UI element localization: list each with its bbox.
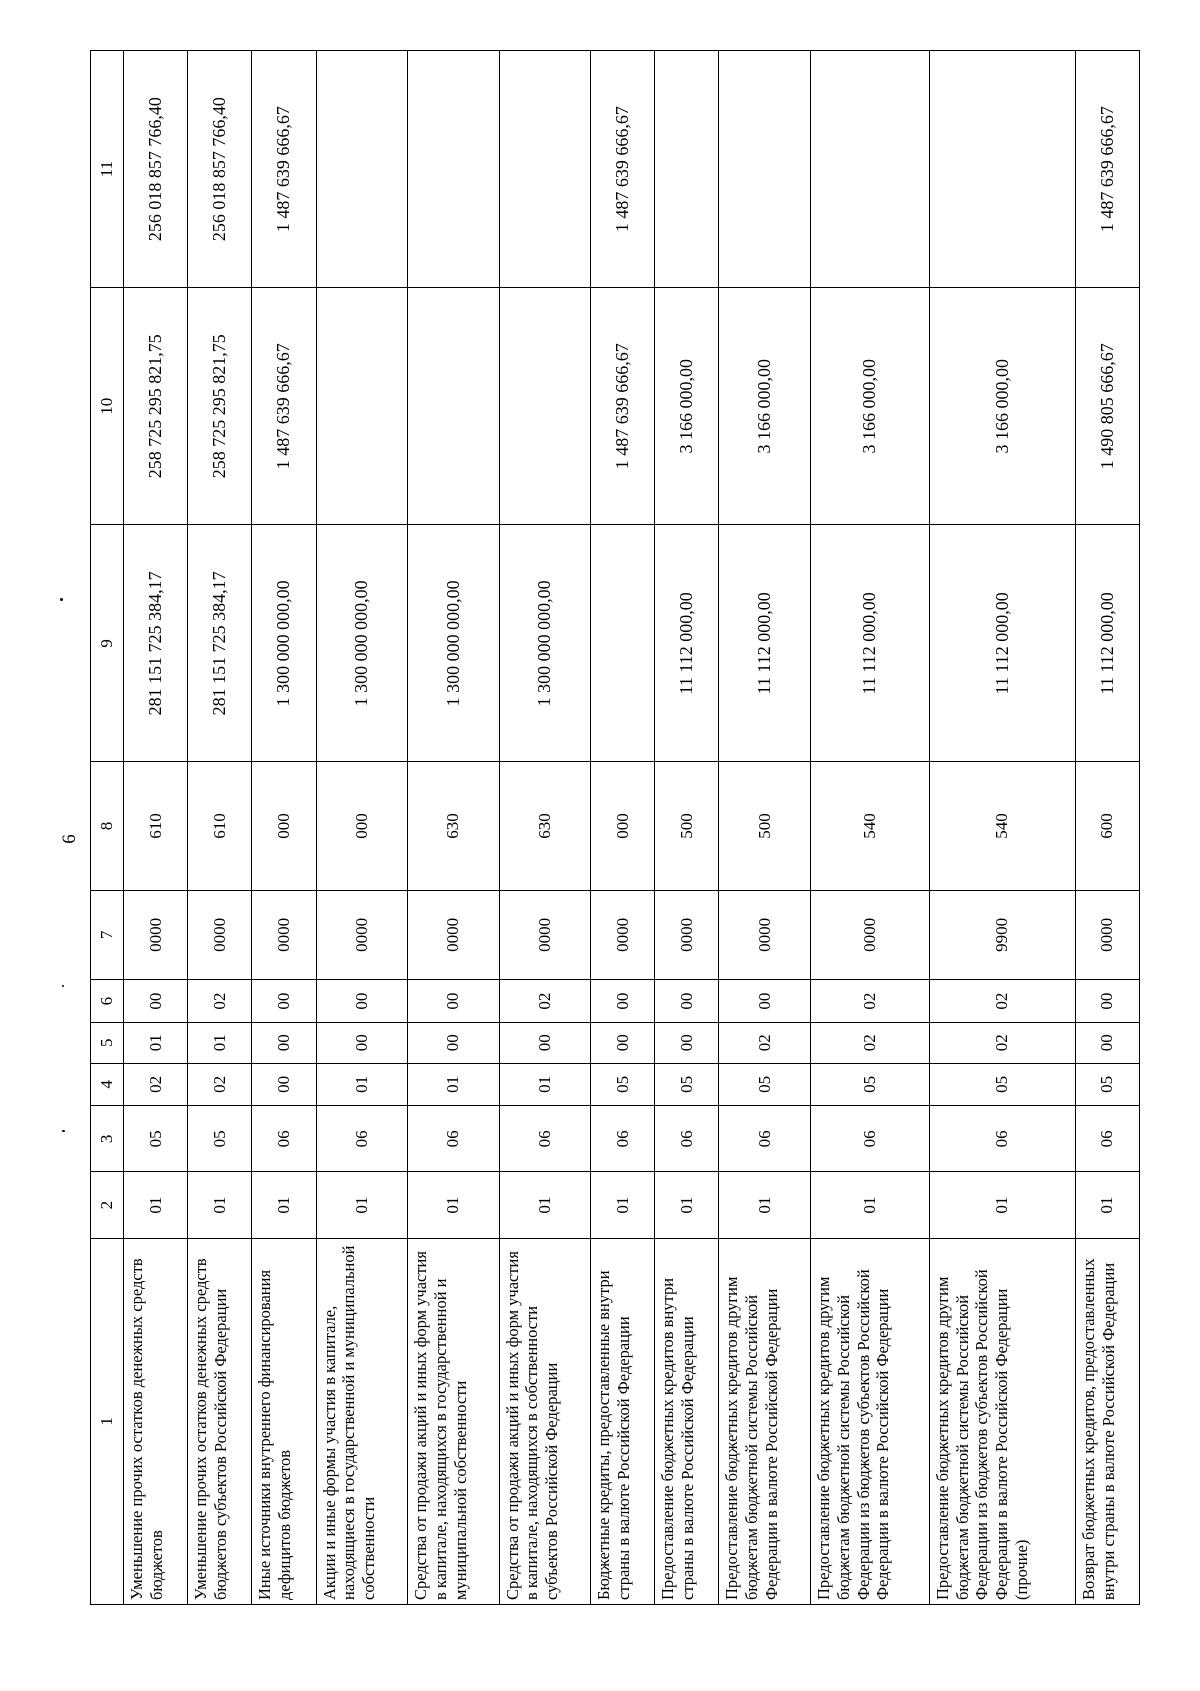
- code-cell: 02: [124, 1063, 188, 1106]
- code-cell: 02: [188, 1063, 252, 1106]
- code-cell: 06: [591, 1106, 655, 1172]
- row-name: Уменьшение прочих остатков денежных средств бюджетов субъектов Российской Федерации: [188, 1238, 252, 1604]
- code-cell: 9900: [929, 890, 1075, 980]
- row-name: Средства от продажи акций и иных форм участия в капитале, находящихся в государственной и муниципальной собственности: [408, 1238, 499, 1604]
- row-name: Уменьшение прочих остатков денежных средств бюджетов: [124, 1238, 188, 1604]
- code-cell: 01: [408, 1172, 499, 1238]
- code-cell: 01: [719, 1172, 810, 1238]
- amount-cell: 3 166 000,00: [929, 288, 1075, 525]
- code-cell: 01: [1075, 1172, 1139, 1238]
- row-name: Предоставление бюджетных кредитов другим бюджетам бюджетной системы Российской Федерации из бюджетов субъектов Российской Федерации в валюте Российской Федерации: [810, 1238, 929, 1604]
- col-header-9: 9: [91, 525, 124, 762]
- amount-cell: 281 151 725 384,17: [124, 525, 188, 762]
- amount-cell: 1 487 639 666,67: [1075, 51, 1139, 288]
- code-cell: 0000: [124, 890, 188, 980]
- code-cell: 02: [810, 980, 929, 1023]
- code-cell: 0000: [252, 890, 316, 980]
- amount-cell: 3 166 000,00: [655, 288, 719, 525]
- table-row: [252, 51, 316, 1605]
- code-cell: 00: [719, 980, 810, 1023]
- code-cell: 630: [499, 762, 590, 890]
- code-cell: 01: [591, 1172, 655, 1238]
- amount-cell: [408, 288, 499, 525]
- amount-cell: 11 112 000,00: [929, 525, 1075, 762]
- row-name: Акции и иные формы участия в капитале, находящиеся в государственной и муниципальной собственности: [316, 1238, 407, 1604]
- table-row: [1075, 51, 1139, 1605]
- amount-cell: 3 166 000,00: [810, 288, 929, 525]
- code-cell: 00: [252, 1063, 316, 1106]
- row-name: Иные источники внутреннего финансирования дефицитов бюджетов: [252, 1238, 316, 1604]
- code-cell: 00: [252, 1022, 316, 1063]
- code-cell: 02: [810, 1022, 929, 1063]
- col-header-11: 11: [91, 51, 124, 288]
- code-cell: 02: [188, 980, 252, 1023]
- code-cell: 05: [124, 1106, 188, 1172]
- code-cell: 01: [188, 1172, 252, 1238]
- code-cell: 610: [188, 762, 252, 890]
- amount-cell: [929, 51, 1075, 288]
- code-cell: 05: [810, 1063, 929, 1106]
- code-cell: 01: [810, 1172, 929, 1238]
- amount-cell: 1 490 805 666,67: [1075, 288, 1139, 525]
- scan-speck: [62, 1130, 65, 1132]
- code-cell: 0000: [188, 890, 252, 980]
- code-cell: 02: [499, 980, 590, 1023]
- amount-cell: [316, 51, 407, 288]
- code-cell: 600: [1075, 762, 1139, 890]
- code-cell: 00: [591, 1022, 655, 1063]
- code-cell: 02: [929, 1022, 1075, 1063]
- code-cell: 02: [929, 980, 1075, 1023]
- amount-cell: 11 112 000,00: [810, 525, 929, 762]
- code-cell: 00: [408, 980, 499, 1023]
- code-cell: 0000: [719, 890, 810, 980]
- table-row: [655, 51, 719, 1605]
- amount-cell: 1 487 639 666,67: [252, 288, 316, 525]
- code-cell: 0000: [316, 890, 407, 980]
- col-header-8: 8: [91, 762, 124, 890]
- code-cell: 000: [316, 762, 407, 890]
- code-cell: 06: [408, 1106, 499, 1172]
- code-cell: 05: [1075, 1063, 1139, 1106]
- code-cell: 0000: [499, 890, 590, 980]
- table-row: [929, 51, 1075, 1605]
- code-cell: 06: [929, 1106, 1075, 1172]
- amount-cell: 11 112 000,00: [655, 525, 719, 762]
- row-name: Средства от продажи акций и иных форм участия в капитале, находящихся в собственности субъектов Российской Федерации: [499, 1238, 590, 1604]
- code-cell: 500: [655, 762, 719, 890]
- table-row: [810, 51, 929, 1605]
- code-cell: 000: [591, 762, 655, 890]
- code-cell: 01: [124, 1172, 188, 1238]
- amount-cell: 256 018 857 766,40: [188, 51, 252, 288]
- code-cell: 00: [408, 1022, 499, 1063]
- rotated-table-wrapper: [90, 50, 1140, 1605]
- amount-cell: 256 018 857 766,40: [124, 51, 188, 288]
- code-cell: 01: [499, 1063, 590, 1106]
- code-cell: 540: [929, 762, 1075, 890]
- code-cell: 00: [252, 980, 316, 1023]
- code-cell: 01: [188, 1022, 252, 1063]
- table-row: [499, 51, 590, 1605]
- scan-speck: [62, 985, 64, 987]
- table-row: [719, 51, 810, 1605]
- code-cell: 01: [124, 1022, 188, 1063]
- col-header-7: 7: [91, 890, 124, 980]
- code-cell: 01: [929, 1172, 1075, 1238]
- row-name: Возврат бюджетных кредитов, предоставленных внутри страны в валюте Российской Федерации: [1075, 1238, 1139, 1604]
- table-row: [188, 51, 252, 1605]
- col-header-5: 5: [91, 1022, 124, 1063]
- code-cell: 540: [810, 762, 929, 890]
- code-cell: 01: [316, 1063, 407, 1106]
- code-cell: 01: [252, 1172, 316, 1238]
- table-row: [591, 51, 655, 1605]
- code-cell: 0000: [1075, 890, 1139, 980]
- scan-speck: [60, 598, 63, 601]
- code-cell: 610: [124, 762, 188, 890]
- amount-cell: [655, 51, 719, 288]
- row-name: Предоставление бюджетных кредитов другим бюджетам бюджетной системы Российской Федерации из бюджетов субъектов Российской Федерации в валюте Российской Федерации (прочие): [929, 1238, 1075, 1604]
- row-name: Бюджетные кредиты, предоставленные внутри страны в валюте Российской Федерации: [591, 1238, 655, 1604]
- amount-cell: 1 487 639 666,67: [591, 51, 655, 288]
- code-cell: 0000: [655, 890, 719, 980]
- row-name: Предоставление бюджетных кредитов внутри страны в валюте Российской Федерации: [655, 1238, 719, 1604]
- amount-cell: 258 725 295 821,75: [188, 288, 252, 525]
- code-cell: 05: [929, 1063, 1075, 1106]
- amount-cell: [591, 525, 655, 762]
- amount-cell: 1 487 639 666,67: [591, 288, 655, 525]
- code-cell: 00: [1075, 980, 1139, 1023]
- code-cell: 00: [1075, 1022, 1139, 1063]
- amount-cell: 258 725 295 821,75: [124, 288, 188, 525]
- col-header-1: 1: [91, 1238, 124, 1604]
- code-cell: 06: [499, 1106, 590, 1172]
- budget-sources-table: [90, 50, 1140, 1605]
- code-cell: 01: [316, 1172, 407, 1238]
- amount-cell: 1 300 000 000,00: [408, 525, 499, 762]
- amount-cell: [810, 51, 929, 288]
- code-cell: 0000: [810, 890, 929, 980]
- amount-cell: [408, 51, 499, 288]
- code-cell: 630: [408, 762, 499, 890]
- amount-cell: 1 487 639 666,67: [252, 51, 316, 288]
- code-cell: 06: [810, 1106, 929, 1172]
- col-header-6: 6: [91, 980, 124, 1023]
- row-name: Предоставление бюджетных кредитов другим бюджетам бюджетной системы Российской Федерации в валюте Российской Федерации: [719, 1238, 810, 1604]
- code-cell: 01: [499, 1172, 590, 1238]
- col-header-3: 3: [91, 1106, 124, 1172]
- code-cell: 0000: [591, 890, 655, 980]
- amount-cell: [499, 51, 590, 288]
- code-cell: 01: [655, 1172, 719, 1238]
- amount-cell: 3 166 000,00: [719, 288, 810, 525]
- code-cell: 06: [1075, 1106, 1139, 1172]
- col-header-4: 4: [91, 1063, 124, 1106]
- code-cell: 05: [591, 1063, 655, 1106]
- code-cell: 0000: [408, 890, 499, 980]
- code-cell: 00: [655, 980, 719, 1023]
- amount-cell: 1 300 000 000,00: [316, 525, 407, 762]
- code-cell: 500: [719, 762, 810, 890]
- code-cell: 05: [655, 1063, 719, 1106]
- amount-cell: 11 112 000,00: [1075, 525, 1139, 762]
- code-cell: 06: [719, 1106, 810, 1172]
- amount-cell: [499, 288, 590, 525]
- amount-cell: [719, 51, 810, 288]
- code-cell: 00: [316, 980, 407, 1023]
- table-row: [408, 51, 499, 1605]
- amount-cell: 1 300 000 000,00: [499, 525, 590, 762]
- code-cell: 05: [188, 1106, 252, 1172]
- col-header-10: 10: [91, 288, 124, 525]
- code-cell: 02: [719, 1022, 810, 1063]
- page-number: 6: [59, 834, 80, 844]
- code-cell: 01: [408, 1063, 499, 1106]
- code-cell: 00: [591, 980, 655, 1023]
- code-cell: 00: [316, 1022, 407, 1063]
- code-cell: 06: [316, 1106, 407, 1172]
- amount-cell: 1 300 000 000,00: [252, 525, 316, 762]
- code-cell: 00: [499, 1022, 590, 1063]
- amount-cell: 281 151 725 384,17: [188, 525, 252, 762]
- table-row: [124, 51, 188, 1605]
- code-cell: 06: [655, 1106, 719, 1172]
- code-cell: 00: [124, 980, 188, 1023]
- code-cell: 05: [719, 1063, 810, 1106]
- amount-cell: 11 112 000,00: [719, 525, 810, 762]
- col-header-2: 2: [91, 1172, 124, 1238]
- code-cell: 00: [655, 1022, 719, 1063]
- code-cell: 06: [252, 1106, 316, 1172]
- table-row: [316, 51, 407, 1605]
- code-cell: 000: [252, 762, 316, 890]
- header-row: [91, 51, 124, 1605]
- amount-cell: [316, 288, 407, 525]
